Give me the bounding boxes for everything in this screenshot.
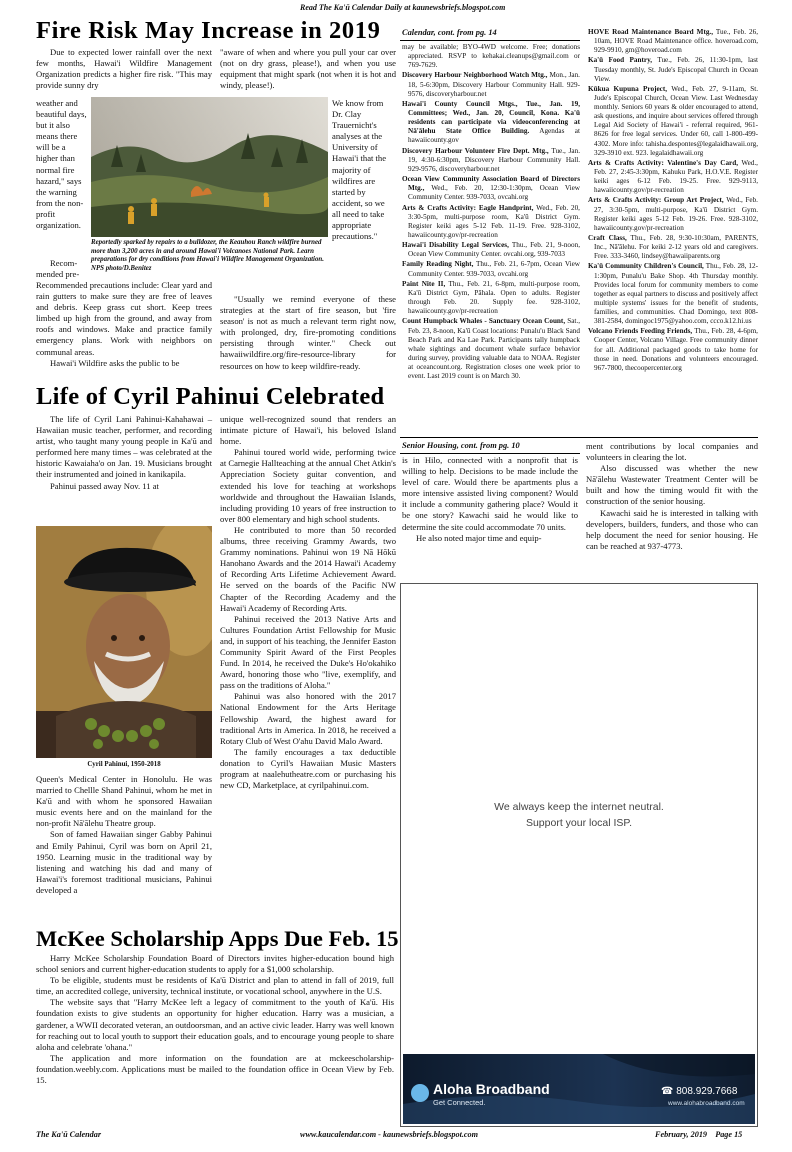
housing-rule [400, 453, 580, 454]
calendar-entry [402, 317, 580, 381]
calendar-entry-text: Wed., Feb. 27, 2:45-3:30pm, Kahuku Park, H.O.V.E. Register keiki ages 6-12 Feb. 19-25. Free. 929-9113, hawaiicounty.gov/pr-recreation [594, 158, 758, 195]
calendar-entry-text: may be available; BYO-4WD welcome. Free; donations appreciated. RSVP to kehakai.cleanups@gmail.com or 769-7629. [402, 43, 580, 70]
calendar-entry-text: Wed., Feb. 27, 9-11am, St. Jude's Episcopal Church, Ocean View. Last Wednesday monthly. Seniors 60 years & older encouraged to attend, ask questions, and inquire about services offered through Legal Aid Society of Hawai'i - referral required, 961-8626 for free legal services. Under 60, call 1-800-499-4302. More info: tahisha.despontes@legalaidhawaii.org, 329-3910 ext. 923. legalaidhawaii.org [594, 84, 758, 157]
calendar-entry-title: Family Reading Night, [402, 260, 474, 269]
fire-col1-bottom [36, 280, 212, 369]
housing-col1 [402, 455, 578, 544]
cyril-paragraph-2: Pahinui passed away Nov. 11 at [50, 480, 159, 491]
housing-paragraph-2: He also noted major time and equip- [416, 532, 542, 543]
calendar-entry [588, 234, 758, 261]
fire-col1-strip [36, 98, 88, 231]
cyril-paragraph-1: The life of Cyril Lani Pahinui-Kahahawai – Hawaiian music teacher, performer, and recording artist, who taught many young people in Ka'ū and performed here many times – was celebrated at the historic Kawaiaha'o on Jan. 19. Musicians brought their instrumented and joined in kanikapila. [36, 414, 212, 480]
calendar-entry [402, 71, 580, 98]
housing-paragraph-1: is in Hilo, connected with a nonprofit that is willing to help. Decisions to be made include the level of care. Would there be apartments plus a more intensive assisted living component? Would it include a community gathering place? Would it be one story? Kawachi said he would like to determine the site could accommodate 70 units. [402, 455, 578, 532]
calendar-entry [588, 159, 758, 195]
calendar-entry-title: Ocean View Community Association Board of Directors Mtg., [402, 175, 580, 193]
fire-paragraph-2: Recommended precautions include: Clear yard and rain gutters to make sure they are free of leaves and debris. Keep grass cut short. Keep trees limbed up high from the ground, and away from roofs and windows. Make and practice family emergency plans. Work with neighbors on communal areas. [36, 280, 212, 357]
cyril-caption: Cyril Pahinui, 1950-2018 [87, 761, 161, 768]
footer-publication-name: The Ka'ū Calendar [36, 1130, 102, 1139]
cyril-paragraph-7: He contributed to more than 50 recorded albums, three receiving Grammy Awards, two Grammy nominations. Pahinui won 19 Nā Hōkū Hanohano Awards and the 2014 Hawai'i Academy of Recording Arts Lifetime Achievement Award. He served on the boards of the Pacific NW Chapter of the Recording Academy and the Hawai'i Academy of Recording Arts. [220, 524, 396, 613]
calendar-entry-title: Craft Class, [588, 234, 627, 242]
fire-col2-bottom [220, 294, 396, 372]
fire-col1-strip2 [36, 258, 88, 280]
aloha-broadband-logo-icon [411, 1084, 429, 1102]
calendar-entry-title: HOVE Road Maintenance Board Mtg., [588, 28, 714, 36]
calendar-entry [588, 196, 758, 232]
calendar-entry-text: Thu., Feb. 21, 6-7pm, Ocean View Community Center. 939-7033, ovcahi.org [408, 260, 580, 278]
fire-paragraph-2-start: Recom- mended pre- [36, 258, 80, 280]
cyril-paragraph-5: unique well-recognized sound that renders an intimate picture of Hawai'i, his beloved Island home. [220, 414, 396, 447]
calendar-entry-text: Thu., Feb. 28, 4-6pm, Cooper Center, Volcano Village. Free community dinner for all. Additional packaged goods to take home for those in need. Donations and volunteers encouraged. 967-7800, thecoopercenter.org [594, 327, 758, 372]
calendar-entry-text: Agendas at hawaiicounty.gov [408, 127, 580, 145]
footer-url[interactable]: www.kaucalendar.com - kaunewsbriefs.blogspot.com [300, 1130, 479, 1139]
calendar-entry-text: Mon., Jan. 18, 5-6:30pm, Discovery Harbour Community Hall. 929-9576, discoveryharbour.net [408, 71, 580, 98]
calendar-entry-text: Tue., Jan. 19, 4:30-6:30pm, Discovery Harbour Community Hall. 929-9576, discoveryharbour.net [408, 146, 581, 173]
ad-brand-name: Aloha Broadband [433, 1081, 550, 1097]
footer-date-page: February, 2019 Page 15 [655, 1130, 743, 1139]
cyril-photo [36, 526, 212, 758]
ad-message-line-1: We always keep the internet neutral. [494, 801, 664, 813]
calendar-entry [402, 280, 580, 316]
mckee-paragraph-4: The application and more information on the foundation are at mckeescholarship-foundation.weebly.com. Applications must be mailed to the foundation office in Ocean View by Feb. 15. [36, 1052, 394, 1086]
calendar-entry-title: Arts & Crafts Activity: Eagle Handprint, [402, 203, 534, 212]
mckee-paragraph-3: The website says that "Harry McKee left a legacy of commitment to the youth of Ka'ū. His foundation exists to give students an opportunity for higher education. Harry was a musician, a gardener, a WWII decorated veteran, an outdoorsman, and an active civic leader. Harry was well known for reaching out to local youth to support their education goals, and to encourage young people to share aloha and celebrate 'ohana." [36, 997, 394, 1052]
housing-paragraph-5: Kawachi said he is interested in talking with developers, builders, funders, and those who can help document the need for senior housing. He can be reached at 937-4773. [586, 507, 758, 551]
wildfire-caption: Reportedly sparked by repairs to a bulldozer, the Keauhou Ranch wildfire burned more than 3,200 acres in and around Hawai'i Volcanoes National Park. Learn preparations for dry conditions from Hawai'i Wildfire Management Organization. NPS photo/D.Benitez [91, 239, 324, 272]
mckee-paragraph-1: Harry McKee Scholarship Foundation Board of Directors invites higher-education bound high school seniors and current higher-education students to apply for a $1,000 scholarship. [36, 953, 394, 975]
calendar-entry-text: Thu., Feb. 28, 9:30-10:30am, PARENTS, Inc., Nā'ālehu. For keiki 2-12 years old and caregivers. Free. 333-3460, lindsey@hawaiiparents.org [594, 234, 758, 261]
calendar-continued-label: Calendar, cont. from pg. 14 [402, 28, 497, 37]
cyril-paragraph-9: Pahinui was also honored with the 2017 National Endowment for the Arts Heritage Fellowship Award, the highest award for traditional Arts in America. In 2018, he received a Rotary Club of West O'ahu David Malo Award. [220, 691, 396, 746]
fire-headline: Fire Risk May Increase in 2019 [36, 17, 381, 44]
calendar-entry-text: Tue., Feb. 26, 10am, HOVE Road Maintenance office. hoveroad.com, 929-9910, gm@hoveroad.com [594, 28, 758, 55]
calendar-entry-text: Thu., Feb. 21, 6-8pm, multi-purpose room, Ka'ū District Gym, Pāhala. Open to adults. Register through Feb. 20. Supply fee. 928-3102, hawaiicounty.gov/pr-recreation [408, 279, 580, 316]
ad-tagline: Get Connected. [433, 1098, 486, 1107]
calendar-entry [588, 85, 758, 158]
calendar-entry [402, 260, 580, 278]
fire-col2-strip [332, 98, 394, 242]
cyril-portrait-image [36, 526, 212, 758]
fire-col2-top [220, 47, 396, 91]
advertisement-box[interactable] [400, 583, 758, 1127]
calendar-rule [400, 40, 580, 41]
calendar-entry-title: Kūkua Kupuna Project, [588, 84, 668, 93]
calendar-entry [402, 241, 580, 259]
cyril-paragraph-4: Son of famed Hawaiian singer Gabby Pahinui and Emily Pahinui, Cyril was born on April 21, 1950. Learning music in the traditional way by listening and watching his dad and many of Hawai'i's foremost traditional musicians, Pahinui developed a [36, 829, 212, 895]
wildfire-image [91, 97, 328, 237]
calendar-entry-title: Paint Nite II, [402, 279, 446, 288]
fire-col2-paragraph-a: "aware of when and where you pull your car over (not on dry grass, please!), and when you use equipment that might spark (not when it is hot and windy, please!). [220, 47, 396, 91]
calendar-entry [402, 147, 580, 174]
cyril-paragraph-10: The family encourages a tax deductible donation to Cyril's Hawaiian Music Masters program at naalehutheatre.com or purchasing his new CD, Marketplace, at cyrilpahinui.com. [220, 746, 396, 791]
calendar-entry-title: Volcano Friends Feeding Friends, [588, 327, 693, 336]
ad-message-line-2: Support your local ISP. [525, 817, 633, 829]
calendar-entry-title: Count Humpback Whales - Sanctuary Ocean Count, [402, 317, 566, 326]
calendar-entry [588, 262, 758, 326]
mckee-headline: McKee Scholarship Apps Due Feb. 15 [36, 926, 399, 951]
phone-icon: ☎ [661, 1086, 677, 1097]
mckee-paragraph-2: To be eligible, students must be residents of Ka'ū District and plan to attend in fall of 2019, full time, an accredited college, university, technical institute, or vocational school, anywhere in the U.S. [36, 975, 394, 997]
cyril-col1-top [36, 414, 212, 492]
calendar-entry-text: Sat., Feb. 23, 8-noon, Ka'ū Coast locations: Punalu'u Black Sand Beach Park and Ka Lae Park. Participants tally humpback whale sightings and document whale surface behavior during survey, providing valuable data to NOAA. Register at oceancount.org. Registration closes one week prior to event. Last 2019 count is on March 30. [408, 317, 580, 380]
calendar-entry [588, 327, 758, 372]
calendar-entry-title: Discovery Harbour Neighborhood Watch Mtg., [402, 71, 548, 80]
calendar-entry-title: Discovery Harbour Volunteer Fire Dept. Mtg., [402, 146, 549, 155]
calendar-entry-text: Wed., Feb. 20, 3:30-5pm, multi-purpose room, Ka'ū District Gym. Register keiki ages 5-12 Feb. 11-19. Free. 928-3102, hawaiicounty.gov/pr-recreation [408, 203, 580, 239]
calendar-entry [402, 204, 580, 240]
calendar-entry-title: Hawai'i County Council Mtgs., Tue., Jan. 19, Committees; Wed., Jan. 20, Council, Kona. Ka'ū residents can participate via videoconferencing at Nā'ālehu State Office Building. [402, 99, 580, 136]
calendar-entry-text: Tue., Feb. 26, 11:30-1pm, last Tuesday monthly, St. Jude's Episcopal Church in Ocean View. [594, 56, 758, 83]
cyril-headline: Life of Cyril Pahinui Celebrated [36, 383, 385, 410]
fire-col1-top [36, 47, 212, 91]
fire-col2-paragraph-c: "Usually we remind everyone of these strategies at the start of fire season, but 'fire season' is not as much a relevant term right now, with prolonged, dry, fire-promoting conditions persisting through winter." Check out hawaiiwildfire.org/fire-resource-library for resources on how to keep wildfire-ready. [220, 294, 396, 371]
calendar-entry-text: Wed., Feb. 27, 3:30-5pm, multi-purpose, Ka'ū District Gym. Register keiki ages 5-12 Feb. 19-26. Free. 928-3102, hawaiicounty.gov/pr-recreation [594, 196, 758, 232]
ad-url[interactable]: www.alohabroadband.com [668, 1100, 745, 1107]
calendar-entry [402, 100, 580, 145]
calendar-entry-text: Thu., Feb. 21, 9-noon, Ocean View Community Center. ovcahi.org, 939-7033 [408, 241, 581, 259]
cyril-col1-bottom [36, 774, 212, 896]
ad-phone-number: 808.929.7668 [676, 1086, 738, 1097]
mckee-body [36, 953, 394, 1086]
calendar-column-a [402, 43, 580, 382]
fire-paragraph-1: Due to expected lower rainfall over the next few months, Hawai'i Wildfire Management Organization predicts a higher fire risk. "This may provide sunny dry [36, 47, 212, 91]
housing-paragraph-3: ment contributions by local companies and volunteers in clearing the lot. [586, 441, 758, 463]
fire-paragraph-3: Hawai'i Wildfire asks the public to be [50, 357, 180, 368]
calendar-entry-title: Ka'ū Community Children's Council, [588, 262, 704, 271]
calendar-entry [588, 56, 758, 83]
calendar-entry [588, 28, 758, 55]
calendar-entry-title: Arts & Crafts Activity: Group Art Project, [588, 196, 724, 205]
fire-col2-paragraph-b: We know from Dr. Clay Trauernicht's analyses at the University of Hawai'i that the majority of wildfires are started by accident, so we all need to take appropriate precautions." [332, 98, 387, 242]
header-banner: Read The Ka'ū Calendar Daily at kaunewsbriefs.blogspot.com [300, 3, 506, 12]
cyril-paragraph-8: Pahinui received the 2013 Native Arts and Cultures Foundation Artist Fellowship for Music and, in support of his teaching, the Jennifer Easton Community Spirit Award of the First Peoples Fund. In 2014, he received the Duke's Ho'okahiko Award, honoring those who "live, exemplify, and pass on the traditions of Aloha." [220, 613, 396, 691]
housing-paragraph-4: Also discussed was whether the new Nā'ālehu Wastewater Treatment Center will be built and how the timing would fit with the construction of the senior housing. [586, 463, 758, 507]
calendar-bottom-rule [400, 437, 758, 438]
calendar-entry [402, 175, 580, 202]
fire-paragraph-1b: weather and beautiful days, but it also means there will be a higher than normal fire hazard," says the warning from the non-profit organization. [36, 98, 87, 231]
ad-phone [661, 1086, 737, 1097]
wildfire-photo [91, 97, 328, 237]
calendar-entry-title: Ka'ū Food Pantry, [588, 56, 653, 65]
cyril-paragraph-6: Pahinui toured world wide, performing twice at Carnegie Hallteaching at the annual Chet Atkin's Appreciation Society guitar convention, and extended his love for teaching at workshops worldwide and throughout the Hawaiian Islands, including providing 10 years of free instruction to over 800 elementary and high school students. [220, 447, 396, 524]
calendar-entry-text: Thu., Feb. 28, 12-1:30pm, Punalu'u Bake Shop. 4th Thursday monthly. Provides local forum for community members to come together as equal partners to discuss and positively affect multiple systems' issues for the benefit of students, families, and communities. Chad Domingo, text 808-381-2584, domingoc1975@yahoo.com, ccco.k12.hi.us [594, 262, 758, 326]
cyril-paragraph-3: Queen's Medical Center in Honolulu. He was married to Chellle Shand Pahinui, whom he met in Ka'ū and with whom he sponsored Hawaiian music events here and on the mainland for the non-profit Nā'ālehu Theatre group. [36, 774, 212, 829]
calendar-entry-text: Wed., Feb. 20, 12:30-1:30pm, Ocean View Community Center. 939-7033, ovcahi.org [408, 184, 580, 202]
calendar-entry-title: Arts & Crafts Activity: Valentine's Day Card, [588, 158, 739, 167]
ad-banner[interactable] [403, 1054, 755, 1124]
housing-continued-label: Senior Housing, cont. from pg. 10 [402, 441, 520, 450]
ad-message [401, 799, 757, 831]
calendar-entry [402, 43, 580, 70]
calendar-column-b [588, 28, 758, 374]
cyril-col2 [220, 414, 396, 791]
calendar-entry-title: Hawai'i Disability Legal Services, [402, 241, 509, 250]
housing-col2 [586, 441, 758, 552]
